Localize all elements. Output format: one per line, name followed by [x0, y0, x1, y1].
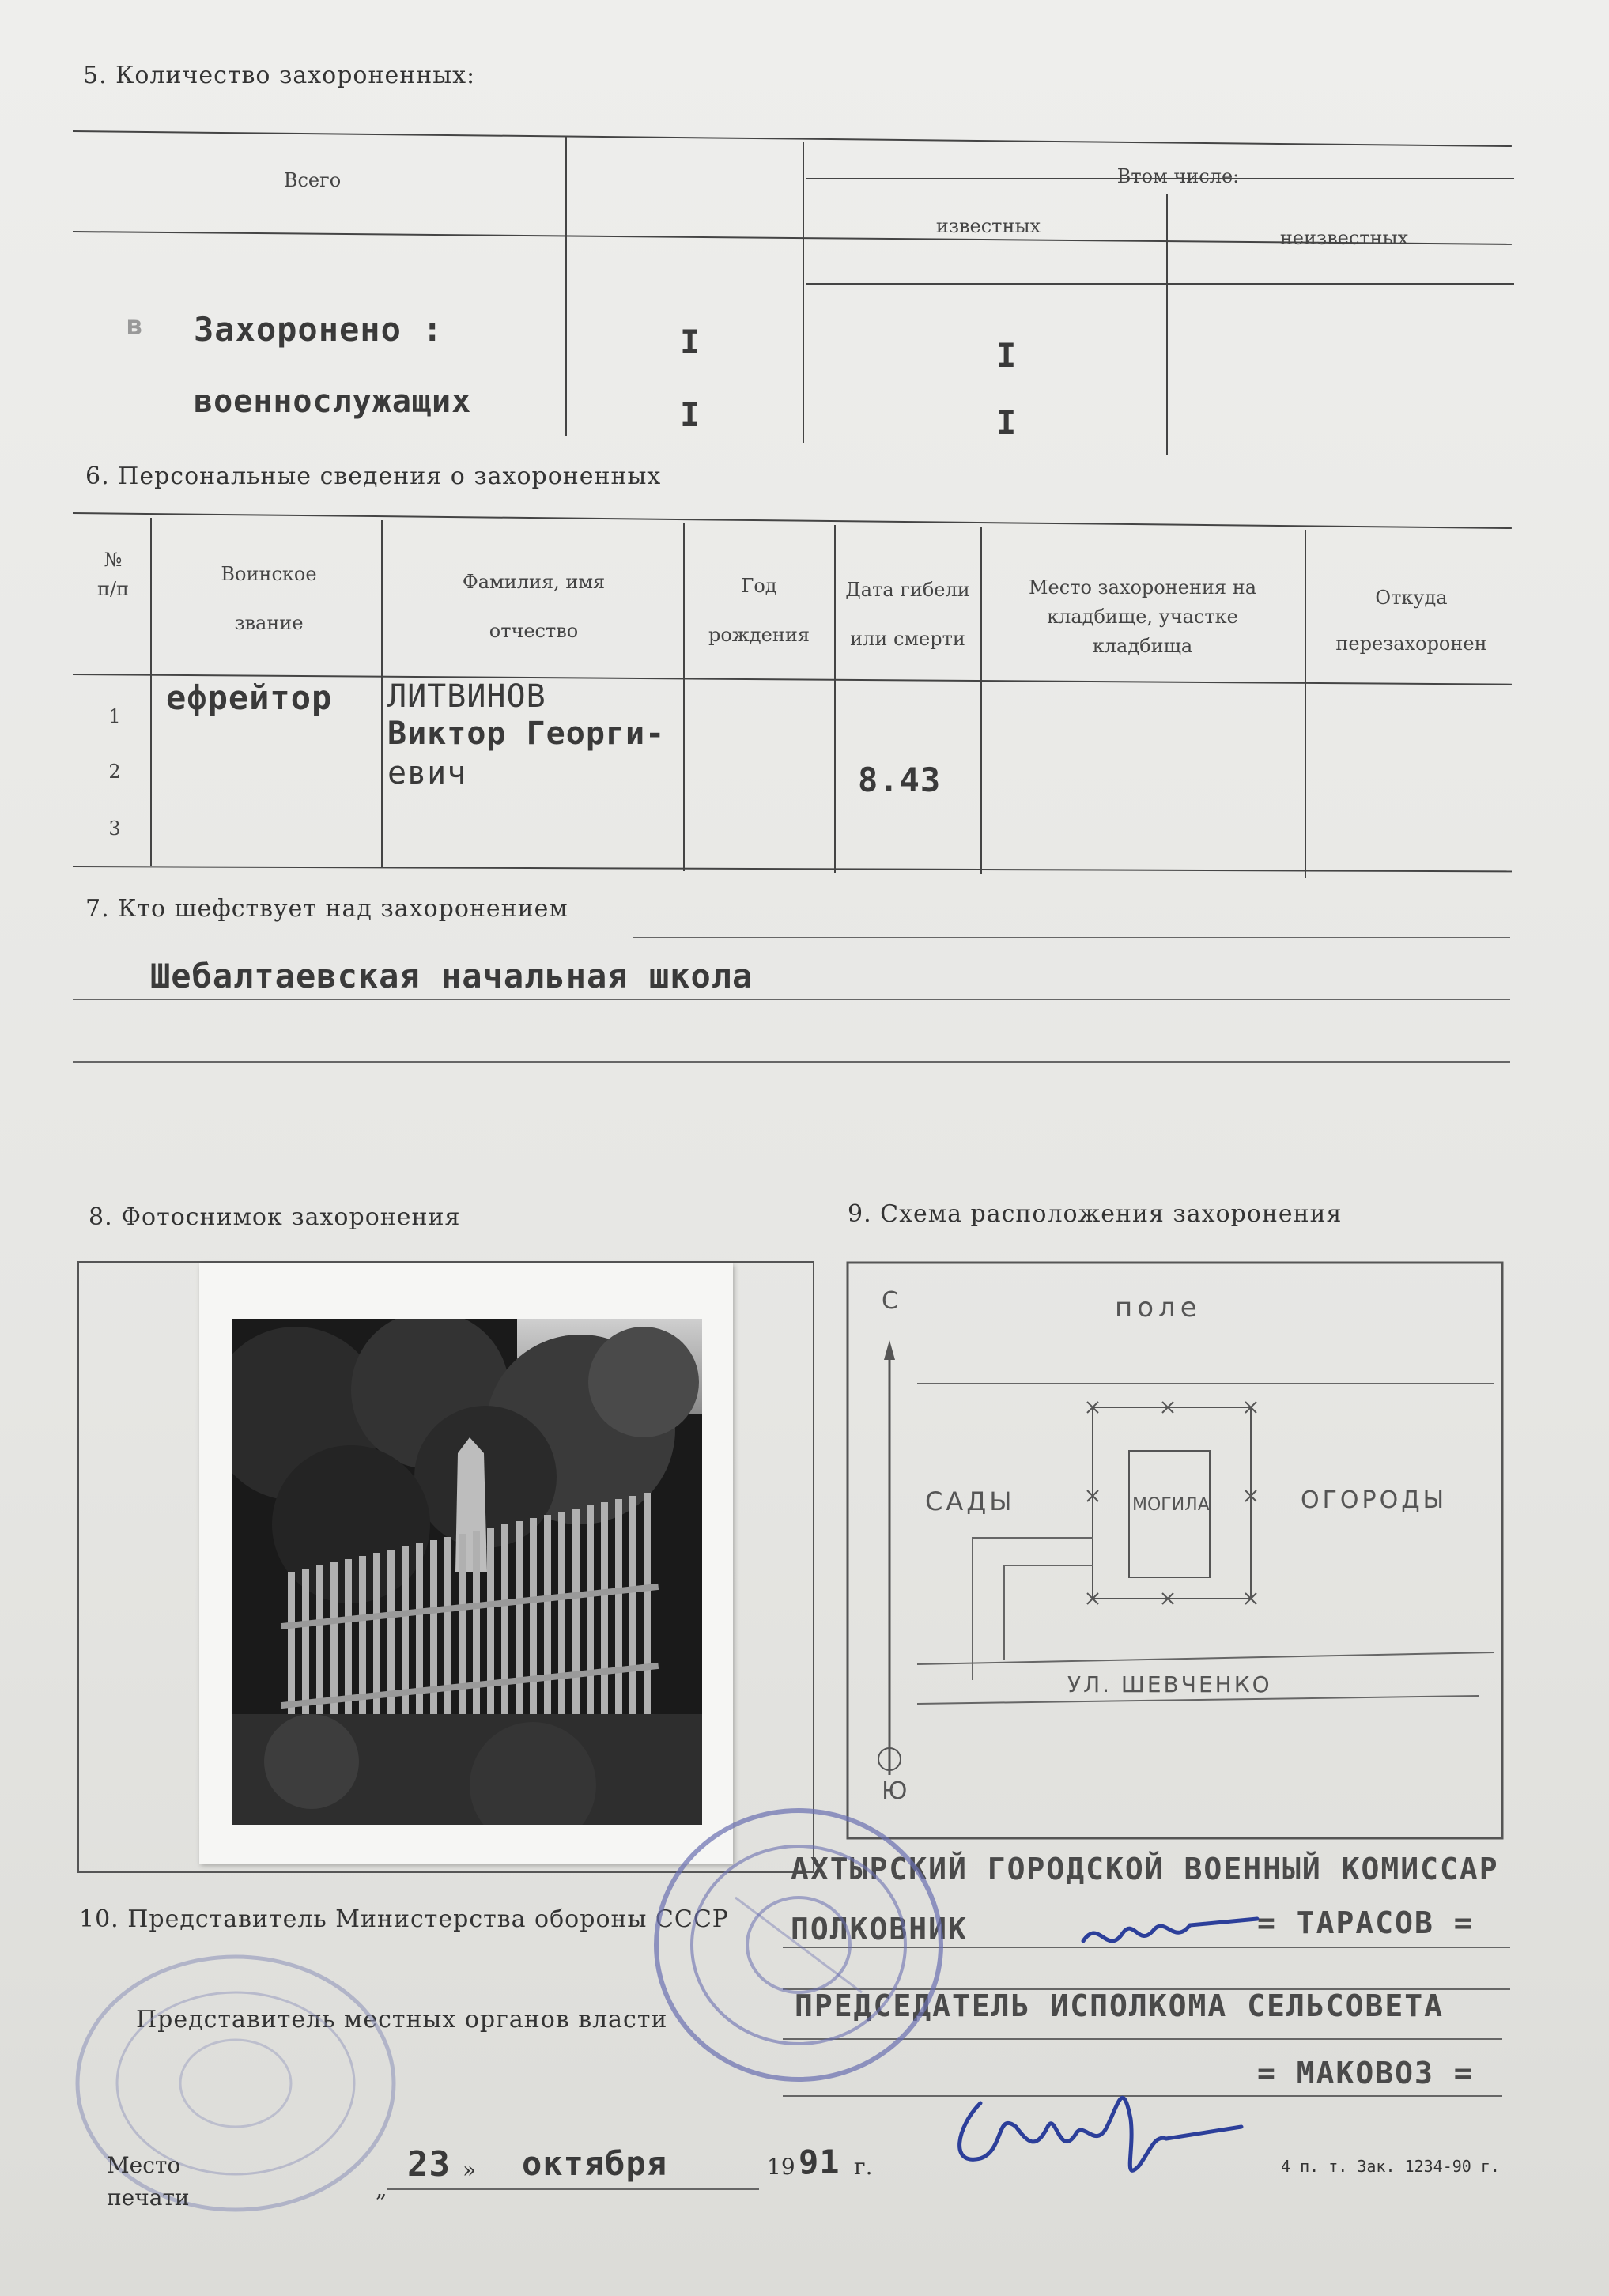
seal-center — [648, 1803, 949, 2087]
table6-bottom — [73, 866, 1512, 872]
section8-title: 8. Фотоснимок захоронения — [89, 1203, 461, 1231]
table5-row-label-2: военнослужащих — [194, 383, 472, 420]
scheme-field-label: поле — [1115, 1292, 1202, 1324]
table5-top — [73, 130, 1512, 147]
place-label-1: Место — [107, 2152, 181, 2178]
table6-entry-name-3: евич — [387, 755, 467, 791]
section10-title: 10. Представитель Министерства обороны СССР — [79, 1905, 729, 1933]
section7-line-2 — [73, 999, 1510, 1000]
print-info: 4 п. т. Зак. 1234-90 г. — [1281, 2157, 1500, 2176]
table6-header-death-text: Дата гибели или смерти — [845, 579, 970, 651]
table6-header-name-text: Фамилия, имя отчество — [462, 571, 606, 643]
section7-title: 7. Кто шефствует над захоронением — [85, 895, 568, 923]
table6-v1 — [150, 518, 152, 866]
date-year-prefix: 19 — [767, 2154, 795, 2180]
table5-header-unknown: неизвестных — [1279, 227, 1409, 249]
table5-header-total: Всего — [283, 169, 342, 191]
table5-row2-total: I — [680, 395, 701, 434]
table6-header-place — [984, 573, 1301, 662]
table6-entry-death: 8.43 — [858, 761, 942, 799]
table6-row-num-1: 1 — [108, 705, 121, 727]
section5-title: 5. Количество захороненных: — [83, 62, 476, 89]
table5-header-including: Втом числе: — [1116, 165, 1240, 187]
section7-value: Шебалтаевская начальная школа — [150, 957, 754, 995]
mo-rank: ПОЛКОВНИК — [791, 1912, 968, 1947]
table5-row2-known: I — [996, 403, 1018, 442]
scheme-street-label: УЛ. ШЕВЧЕНКО — [1067, 1671, 1272, 1697]
grave-photo — [232, 1319, 702, 1825]
scheme-grave-label: МОГИЛА — [1132, 1495, 1210, 1515]
table6-header-birth-text: Год рождения — [708, 575, 810, 647]
table6-header-from — [1309, 576, 1514, 667]
scheme-south-label: Ю — [882, 1777, 908, 1805]
local-chair: ПРЕДСЕДАТЕЛЬ ИСПОЛКОМА СЕЛЬСОВЕТА — [795, 1988, 1444, 2023]
table6-header-place-text: Место захоронения на кладбище, участке кладбища — [1028, 576, 1257, 658]
table6-header-rank — [158, 549, 380, 648]
section6-title: 6. Персональные сведения о захороненных — [85, 463, 662, 490]
table6-header-from-text: Откуда перезахоронен — [1335, 587, 1487, 655]
table5-row1-known: I — [996, 336, 1018, 375]
date-month: октября — [522, 2144, 668, 2183]
table6-header-rank-text: Воинское звание — [221, 563, 317, 635]
table6-entry-name-2: Виктор Георги- — [387, 716, 666, 752]
photo-print — [199, 1263, 733, 1864]
table6-row-num-2: 2 — [108, 761, 121, 783]
mo-commissar: АХТЫРСКИЙ ГОРОДСКОЙ ВОЕННЫЙ КОМИССАР — [791, 1852, 1499, 1886]
place-label-2: печати — [107, 2185, 190, 2211]
table6-header-name — [387, 557, 680, 656]
table6-top — [73, 512, 1512, 529]
date-quote-close: » — [463, 2157, 477, 2183]
table6-header-num — [77, 546, 149, 604]
section7-line-3 — [73, 1061, 1510, 1063]
table5-row-label-1: Захоронено : — [194, 310, 444, 349]
table5-row1-total: I — [680, 323, 701, 361]
table5-sub-bottom — [806, 283, 1514, 285]
signature-commissar — [1075, 1901, 1265, 1965]
local-authority-label: Представитель местных органов власти — [136, 2006, 668, 2034]
table6-entry-name-1: ЛИТВИНОВ — [387, 678, 546, 715]
location-scheme — [846, 1253, 1506, 1854]
table5-row-prefix: в — [127, 310, 144, 342]
section7-line-1 — [633, 937, 1510, 938]
table6-header-birth — [685, 561, 833, 660]
table5-v1 — [565, 136, 567, 436]
section9-title: 9. Схема расположения захоронения — [848, 1200, 1343, 1228]
date-day: 23 — [407, 2144, 451, 2185]
scheme-gardens-label: САДЫ — [925, 1486, 1015, 1516]
table6-v6 — [1305, 530, 1306, 878]
date-year-unit: г. — [854, 2154, 873, 2180]
scheme-north-label: С — [882, 1287, 898, 1315]
table5-v3 — [1166, 194, 1168, 455]
table5-header-known: известных — [935, 215, 1041, 237]
local-name: = МАКОВОЗ = — [1257, 2056, 1474, 2090]
date-quote-open: „ — [376, 2176, 387, 2202]
date-year-suffix: 91 — [799, 2143, 840, 2181]
date-line — [387, 2188, 759, 2190]
table6-row-num-3: 3 — [108, 818, 121, 840]
table6-v2 — [381, 520, 383, 868]
table6-header-death — [836, 565, 980, 664]
table6-entry-rank: ефрейтор — [166, 678, 333, 717]
table5-v2 — [803, 142, 804, 443]
mo-name: = ТАРАСОВ = — [1257, 1905, 1474, 1940]
signature-chairman — [949, 2071, 1249, 2198]
table6-v5 — [980, 527, 982, 874]
scheme-vegetable-label: ОГОРОДЫ — [1301, 1486, 1448, 1514]
table6-header-num-text: № п/п — [96, 549, 130, 601]
